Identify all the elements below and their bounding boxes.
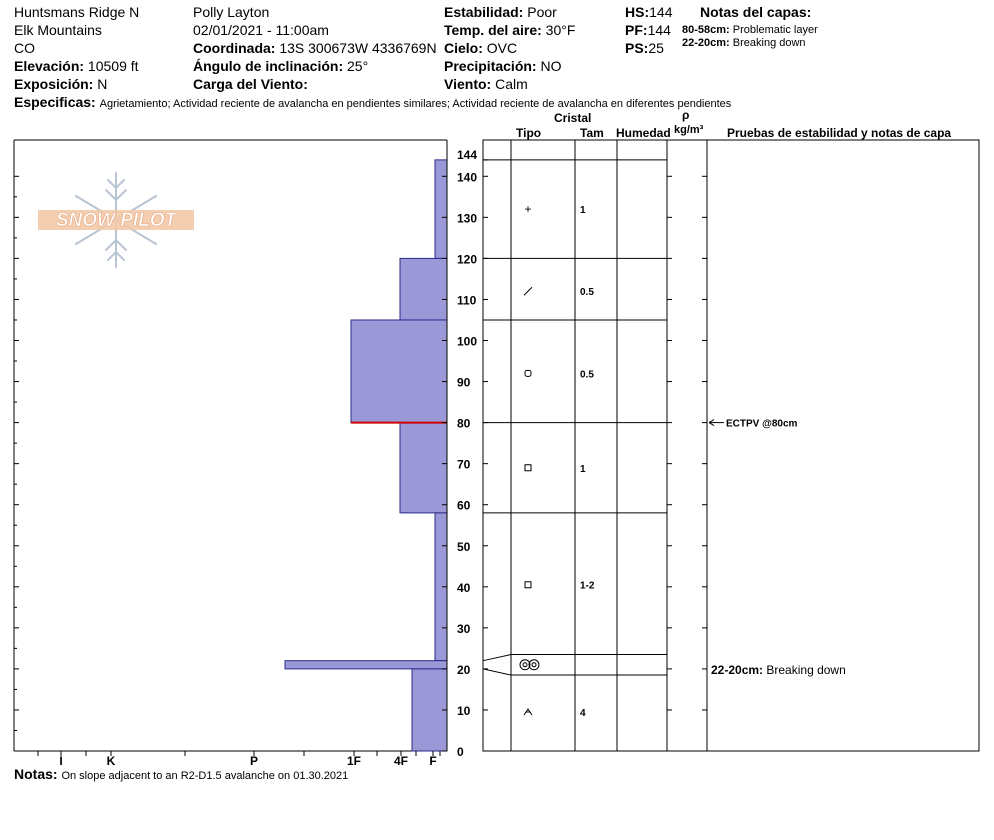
coordinate-label: Coordinada: [193,40,276,56]
air-temp-label: Temp. del aire: [444,22,542,38]
specifics-label: Especificas: [14,94,96,110]
hardness-tick-label: I [59,754,63,768]
height-tick-label: 120 [457,252,478,267]
wind-value: Calm [495,76,528,92]
hardness-bar [285,661,447,669]
hardness-tick-label: 4F [393,754,409,768]
height-tick-label: 60 [457,498,471,513]
aspect-value: N [97,76,108,92]
crystal-size-label: 0.5 [580,287,594,299]
hardness-bar [435,160,447,259]
header-tam: Tam [580,126,604,140]
layer-note-annotation-range: 22-20cm: [711,662,767,677]
hardness-tick-label: F [429,754,437,768]
crystal-melt-form-icon [532,663,536,667]
incline-label: Ángulo de inclinación: [193,58,344,74]
stability-value: Poor [527,4,557,20]
height-tick-label: 70 [457,457,471,472]
boundary-connector [483,655,511,661]
specifics-text: Agrietamiento; Actividad reciente de avalancha en pendientes similares; Actividad reciente de avalancha en diferentes pendientes [99,98,732,110]
hardness-bar [351,320,447,423]
table-frame [483,140,979,751]
coordinate-value: 13S 300673W 4336769N [279,40,437,56]
layer-table [483,140,979,751]
layer-note-1-text: Problematic layer [732,24,818,36]
observer-name: Polly Layton [193,4,270,20]
height-tick-label: 30 [457,621,471,636]
header-tests: Pruebas de estabilidad y notas de capa [727,126,952,140]
layer-note-2-range: 22-20cm: [682,37,730,49]
notes-row [14,766,348,785]
aspect-label: Exposición: [14,76,94,92]
height-top-label: 144 [457,147,478,162]
hs-value: 144 [649,4,673,20]
height-tick-label: 20 [457,662,471,677]
crystal-plus-icon: + [524,202,532,217]
crystal-rounded-facet-icon [525,370,531,376]
height-tick-label: 130 [457,211,478,226]
height-tick-label: 90 [457,375,471,390]
header-tipo: Tipo [516,126,542,140]
hardness-bar [412,669,447,751]
state: CO [14,40,35,56]
location-name: Huntsmans Ridge N [14,4,140,20]
boundary-connector [483,669,511,675]
crystal-slash-icon [524,287,532,295]
layer-note-2-text: Breaking down [732,37,806,49]
ps-value: 25 [648,40,664,56]
hardness-bar [400,423,447,513]
crystal-size-label: 1 [580,205,586,217]
layer-note-annotation [711,663,846,677]
wind-load-label: Carga del Viento: [193,76,308,92]
header-density-unit: kg/m³ [674,124,704,136]
wind-label: Viento: [444,76,492,92]
crystal-melt-form-icon [523,663,527,667]
height-tick-label: 80 [457,416,471,431]
pf-label: PF: [625,22,648,38]
observation-datetime: 02/01/2021 - 11:00am [193,22,329,38]
crystal-size-label: 0.5 [580,369,594,381]
mountain-range: Elk Mountains [14,22,102,38]
height-tick-label: 0 [457,745,464,759]
elevation-value: 10509 ft [87,58,139,74]
height-tick-label: 10 [457,703,471,718]
crystal-size-label: 1-2 [580,580,595,592]
notes-label: Notas: [14,766,58,782]
height-tick-label: 140 [457,170,478,185]
header-rho: ρ [682,108,690,122]
precip-label: Precipitación: [444,58,537,74]
incline-value: 25° [347,58,369,74]
crystal-facet-square-icon [525,582,531,588]
header-humedad: Humedad [616,126,671,140]
crystal-facet-square-icon [525,465,531,471]
stability-label: Estabilidad: [444,4,524,20]
pf-value: 144 [647,22,671,38]
hardness-profile-plot [14,140,477,768]
layer-note-1-range: 80-58cm: [682,24,730,36]
elevation-label: Elevación: [14,58,85,74]
layer-notes-title: Notas del capas: [700,4,812,20]
stability-test-label: ECTPV @80cm [726,418,798,430]
logo-text: SNOW PILOT [55,210,177,231]
hardness-bar [400,258,447,320]
layer-note-annotation-text: Breaking down [766,662,846,677]
hs-label: HS: [625,4,650,20]
hardness-tick-label: K [106,754,116,768]
ps-label: PS: [625,40,649,56]
height-tick-label: 100 [457,334,478,349]
air-temp-value: 30°F [545,22,576,38]
crystal-depth-hoar-icon [524,709,532,715]
crystal-size-label: 4 [580,708,586,720]
hardness-tick-label: 1F [346,754,362,768]
hardness-tick-label: P [249,754,259,768]
header-cristal: Cristal [554,111,592,125]
sky-value: OVC [486,40,518,56]
notes-text: On slope adjacent to an R2-D1.5 avalanche on 01.30.2021 [61,770,349,782]
height-tick-label: 110 [457,293,477,308]
height-tick-label: 40 [457,580,471,595]
height-tick-label: 50 [457,539,471,554]
precip-value: NO [540,58,562,74]
crystal-size-label: 1 [580,463,586,475]
sky-label: Cielo: [444,40,483,56]
